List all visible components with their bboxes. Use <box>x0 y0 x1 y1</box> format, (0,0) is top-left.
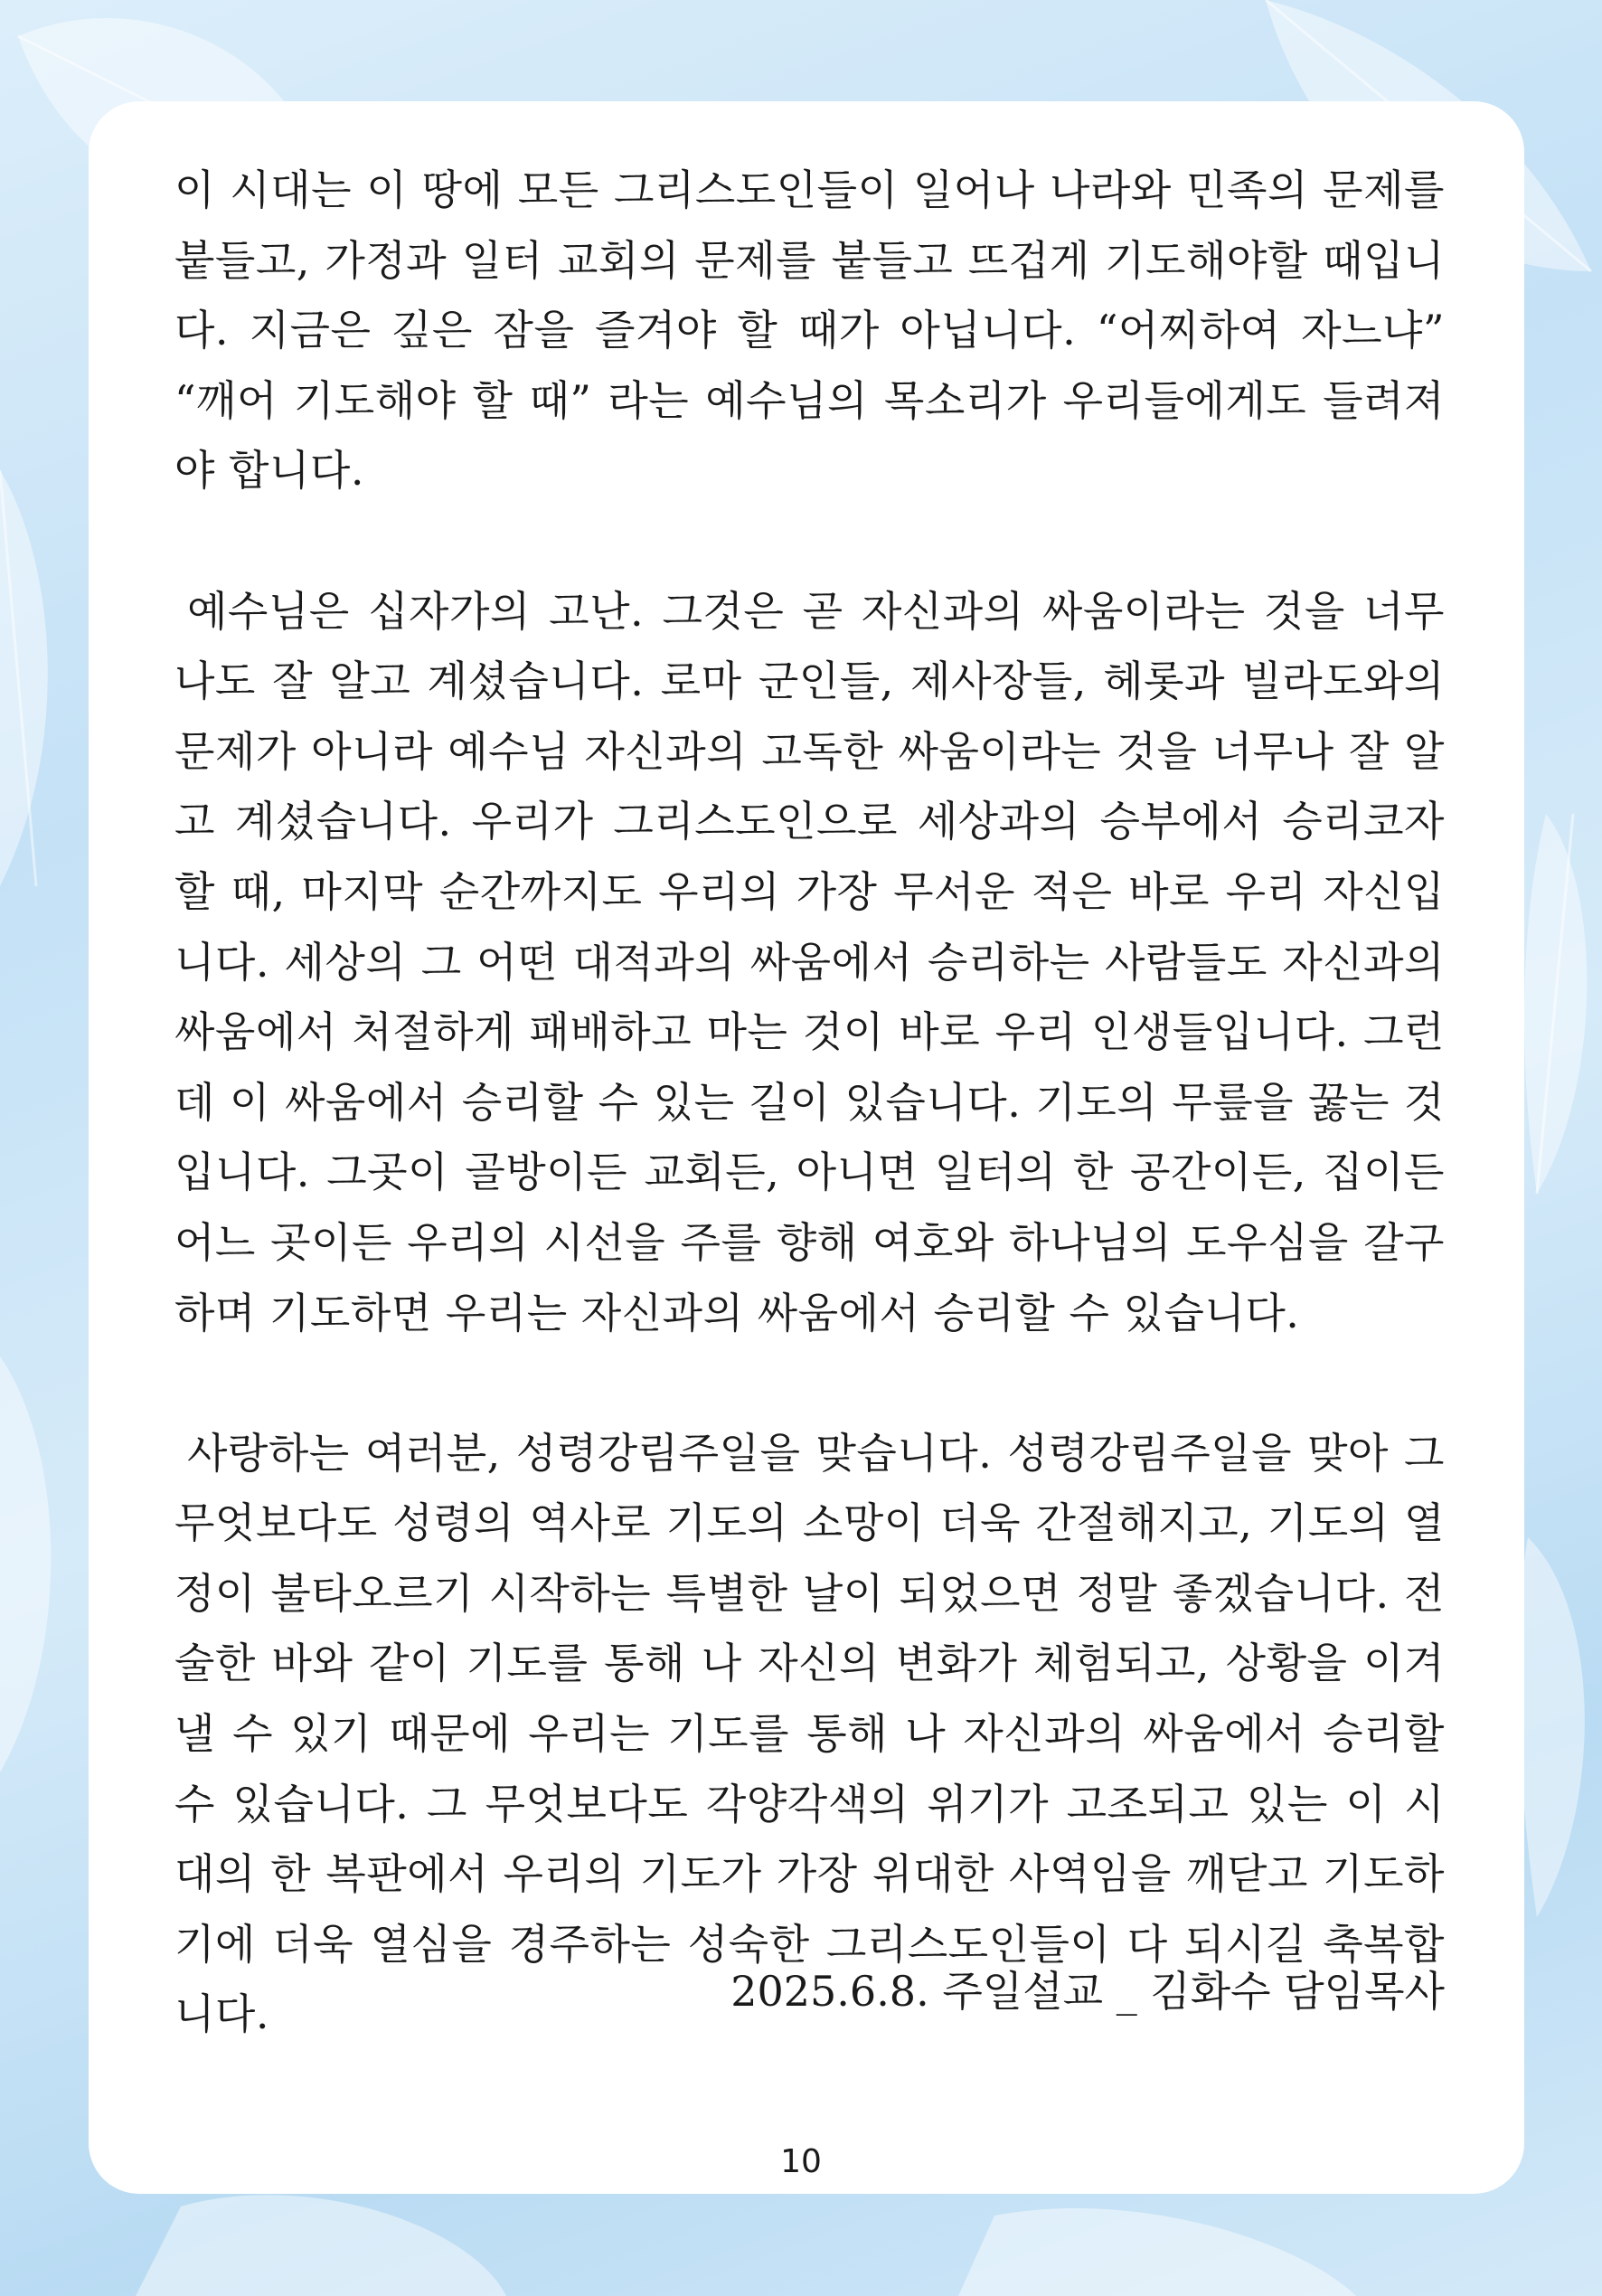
sermon-signature: 2025.6.8. 주일설교 _ 김화수 담임목사 <box>730 1967 1445 2016</box>
paragraph-1: 이 시대는 이 땅에 모든 그리스도인들이 일어나 나라와 민족의 문제를 붙들고, 가정과 일터 교회의 문제를 붙들고 뜨겁게 기도해야할 때입니다. 지금은 깊은 잠을 즐겨야 할 때가 아닙니다. “어찌하여 자느냐” “깨어 기도해야 할 때” 라는 예수님의 목소리가 우리들에게도 들려져야 합니다. <box>174 165 1445 496</box>
leaf-icon <box>958 2208 1356 2296</box>
sermon-body <box>174 156 1445 2050</box>
paragraph-2: 예수님은 십자가의 고난. 그것은 곧 자신과의 싸움이라는 것을 너무나도 잘 알고 계셨습니다. 로마 군인들, 제사장들, 헤롯과 빌라도와의 문제가 아니라 예수님 자신과의 고독한 싸움이라는 것을 너무나 잘 알고 계셨습니다. 우리가 그리스도인으로 세상과의 승부에서 승리코자 할 때, 마지막 순간까지도 우리의 가장 무서운 적은 바로 우리 자신입니다. 세상의 그 어떤 대적과의 싸움에서 승리하는 사람들도 자신과의 싸움에서 처절하게 패배하고 마는 것이 바로 우리 인생들입니다. 그런데 이 싸움에서 승리할 수 있는 길이 있습니다. 기도의 무릎을 꿇는 것입니다. 그곳이 골방이든 교회든, 아니면 일터의 한 공간이든, 집이든 어느 곳이든 우리의 시선을 주를 향해 여호와 하나님의 도우심을 갈구하며 기도하면 우리는 자신과의 싸움에서 승리할 수 있습니다. <box>174 586 1445 1337</box>
leaf-icon <box>1518 1537 1585 1917</box>
leaf-icon <box>136 2195 506 2296</box>
page-number: 10 <box>780 2143 822 2180</box>
paragraph-3: 사랑하는 여러분, 성령강림주일을 맞습니다. 성령강림주일을 맞아 그 무엇보다도 성령의 역사로 기도의 소망이 더욱 간절해지고, 기도의 열정이 불타오르기 시작하는 특별한 날이 되었으면 정말 좋겠습니다. 전술한 바와 같이 기도를 통해 나 자신의 변화가 체험되고, 상황을 이겨낼 수 있기 때문에 우리는 기도를 통해 나 자신과의 싸움에서 승리할 수 있습니다. 그 무엇보다도 각양각색의 위기가 고조되고 있는 이 시대의 한 복판에서 우리의 기도가 가장 위대한 사역임을 깨닫고 기도하기에 더욱 열심을 경주하는 성숙한 그리스도인들이 다 되시길 축복합니다. <box>174 1428 1445 2039</box>
leaf-icon <box>0 470 48 886</box>
leaf-icon <box>0 1356 51 1772</box>
